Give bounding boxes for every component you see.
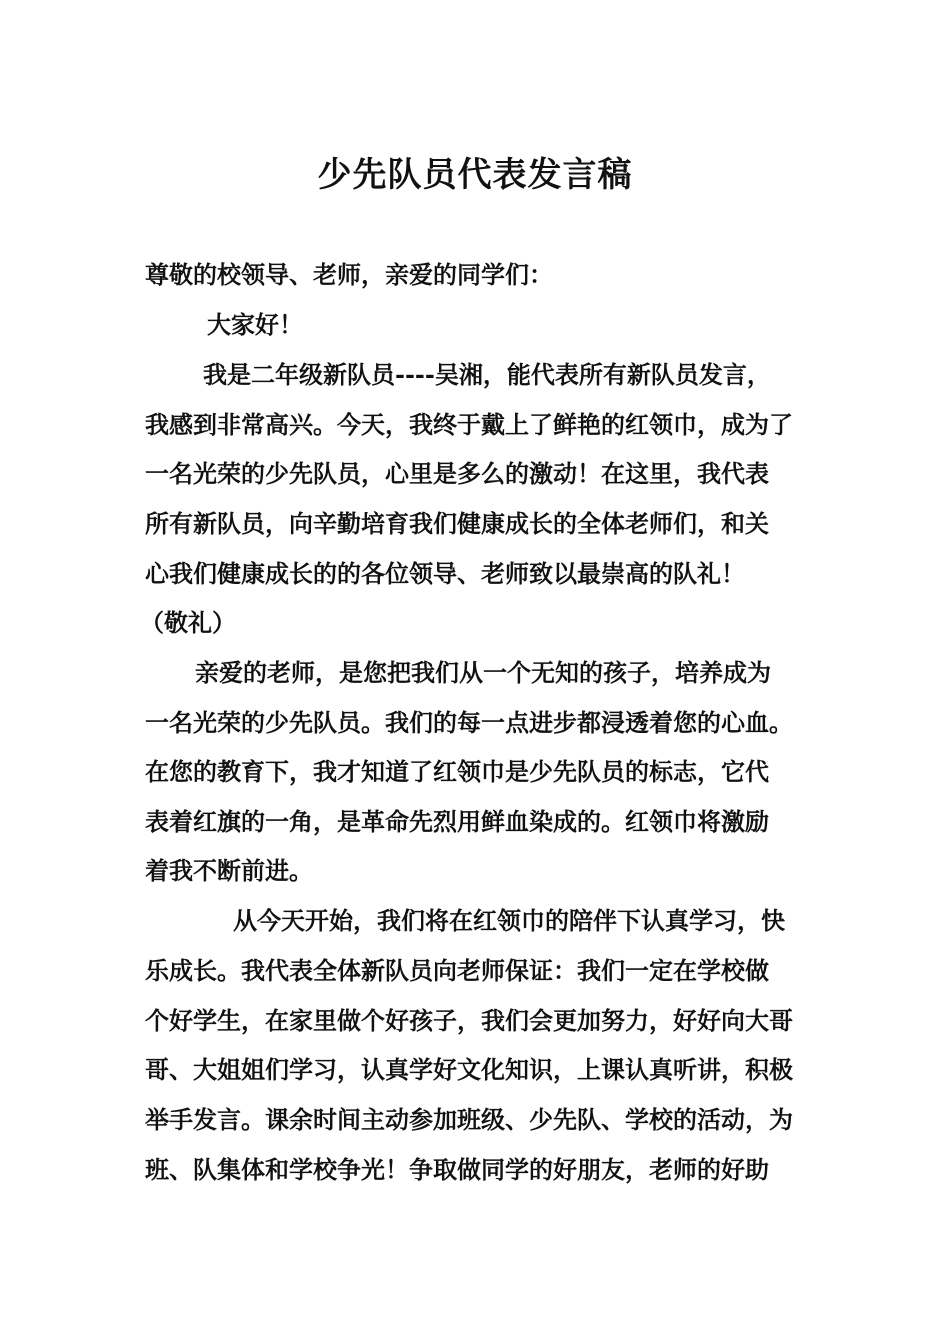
text-line: 班、队集体和学校争光！争取做同学的好朋友，老师的好助 (145, 1155, 769, 1184)
document-title: 少先队员代表发言稿 (317, 155, 633, 195)
text-line: 一名光荣的少先队员。我们的每一点进步都浸透着您的心血。 (145, 708, 793, 737)
text-line: 所有新队员，向辛勤培育我们健康成长的全体老师们，和关 (145, 509, 769, 538)
text-line: 我感到非常高兴。今天，我终于戴上了鲜艳的红领巾，成为了 (145, 410, 793, 439)
text-line: 哥、大姐姐们学习，认真学好文化知识，上课认真听讲，积极 (145, 1055, 793, 1084)
text-line: 个好学生，在家里做个好孩子，我们会更加努力，好好向大哥 (145, 1006, 793, 1035)
text-line: （敬礼） (140, 608, 236, 637)
text-line: 表着红旗的一角，是革命先烈用鲜血染成的。红领巾将激励 (145, 807, 769, 836)
text-line: 一名光荣的少先队员，心里是多么的激动！在这里，我代表 (145, 459, 769, 488)
text-line-greeting: 大家好！ (207, 310, 303, 339)
text-line: 我是二年级新队员----吴湘，能代表所有新队员发言， (203, 360, 771, 389)
text-line: 着我不断前进。 (145, 856, 313, 885)
text-line: 在您的教育下，我才知道了红领巾是少先队员的标志，它代 (145, 757, 769, 786)
text-line: 举手发言。课余时间主动参加班级、少先队、学校的活动，为 (145, 1105, 793, 1134)
text-line: 乐成长。我代表全体新队员向老师保证：我们一定在学校做 (145, 956, 769, 985)
text-line: 心我们健康成长的的各位领导、老师致以最崇高的队礼！ (145, 559, 745, 588)
text-line: 从今天开始，我们将在红领巾的陪伴下认真学习，快 (233, 906, 785, 935)
text-line: 亲爱的老师，是您把我们从一个无知的孩子，培养成为 (195, 658, 771, 687)
text-line-salutation: 尊敬的校领导、老师，亲爱的同学们： (145, 260, 553, 289)
